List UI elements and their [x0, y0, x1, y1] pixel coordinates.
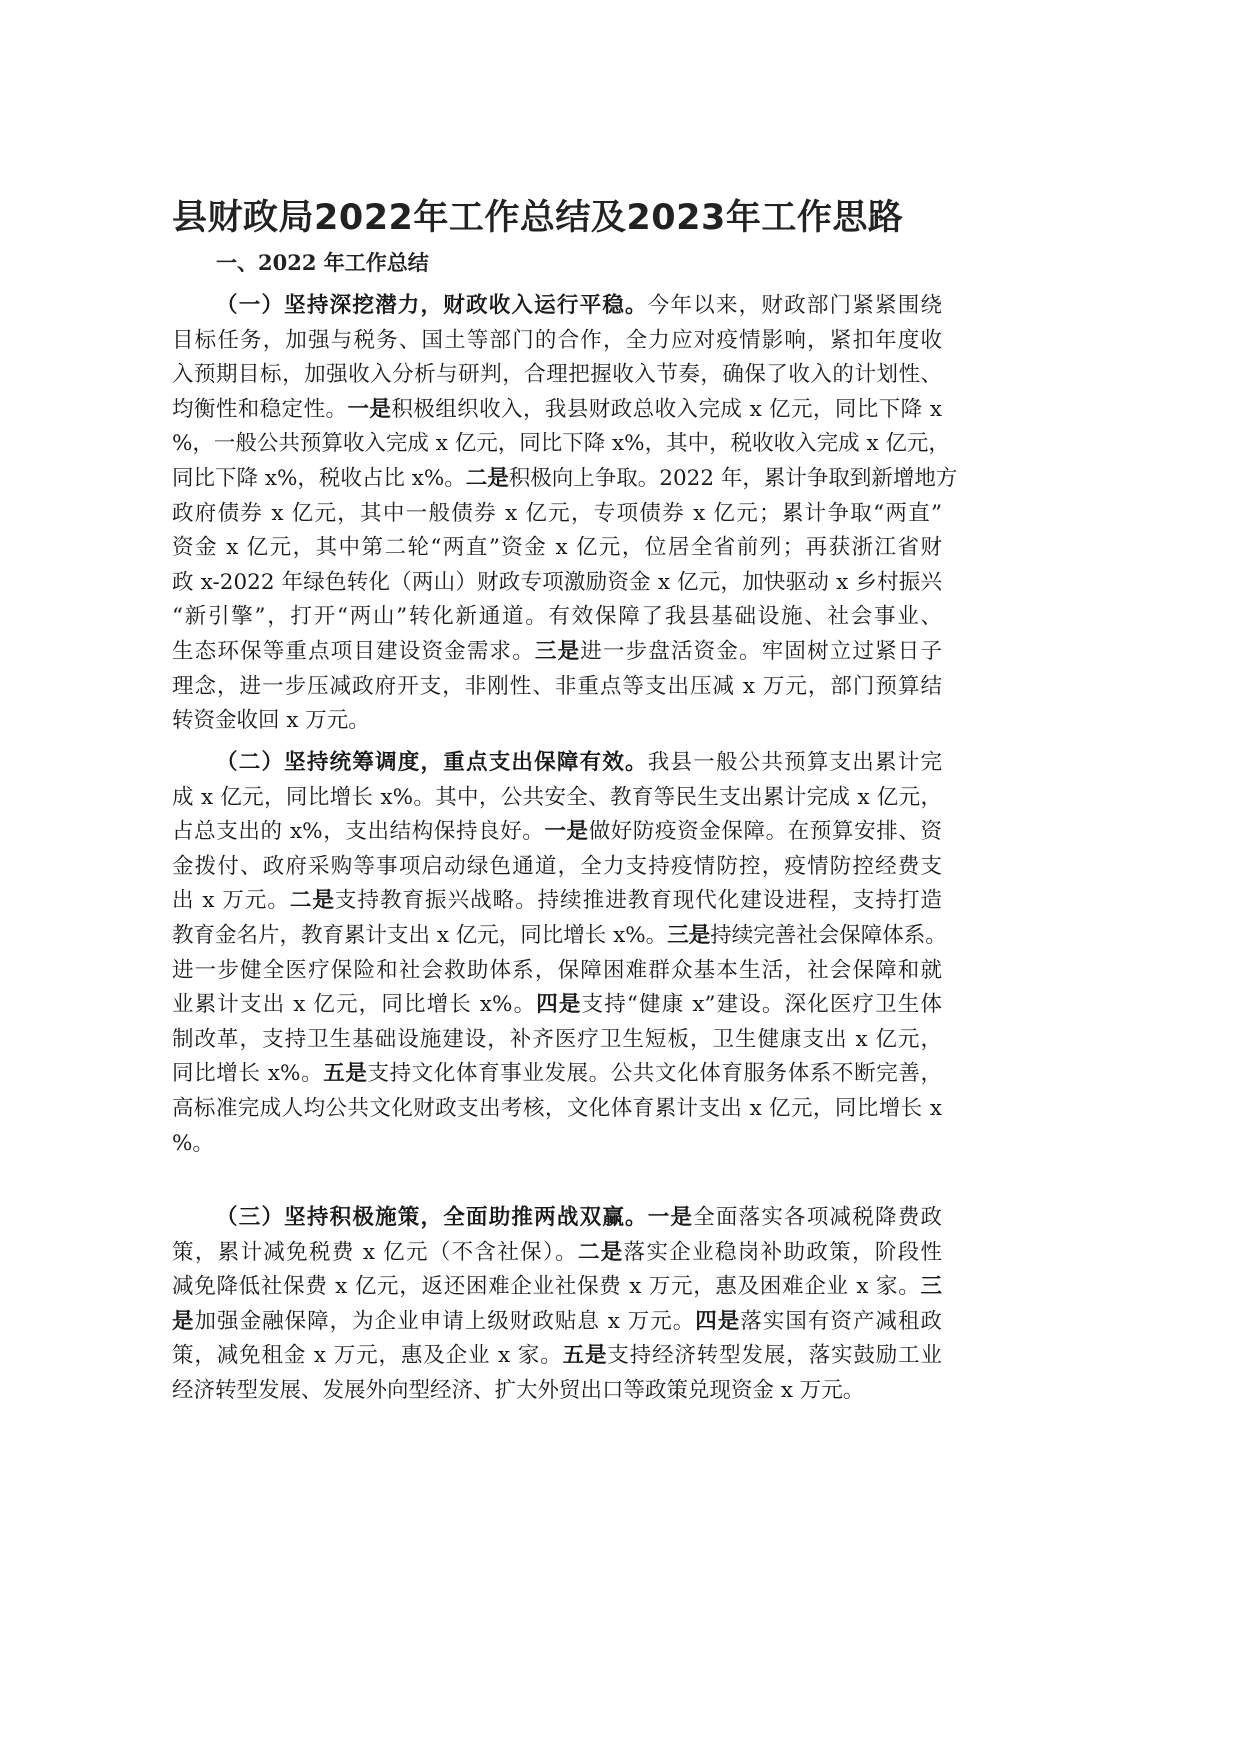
section-heading: 一、2022 年工作总结 — [216, 250, 429, 275]
body-text: 支持经济转型发展，落实鼓励工业 — [607, 1343, 942, 1369]
text-line — [172, 531, 942, 566]
bold-text: 五是 — [323, 1061, 368, 1087]
body-text: 转资金收回 x 万元。 — [172, 708, 370, 734]
paragraph-1 — [172, 289, 958, 739]
text-line — [172, 566, 942, 601]
body-text: 进一步盘活资金。牢固树立过紧日子 — [580, 638, 942, 664]
body-text: 出 x 万元。 — [172, 888, 290, 914]
text-line — [172, 781, 942, 816]
bold-text: （一）坚持深挖潜力，财政收入运行平稳。 — [216, 293, 648, 318]
body-text: 策，减免租金 x 万元，惠及企业 x 家。 — [172, 1343, 563, 1369]
text-line — [172, 1339, 942, 1374]
body-text: %，一般公共预算收入完成 x 亿元，同比下降 x%，其中，税收收入完成 x 亿元， — [172, 431, 950, 457]
body-text: 支持“健康 x”建设。深化医疗卫生体 — [581, 992, 942, 1018]
text-line — [172, 358, 942, 393]
text-line — [172, 704, 942, 739]
body-text: “新引擎”，打开“两山”转化新通道。有效保障了我县基础设施、社会事业、 — [172, 604, 942, 630]
text-line — [172, 289, 942, 324]
body-text: 教育金名片，教育累计支出 x 亿元，同比增长 x%。 — [172, 922, 668, 948]
bold-text: 一是 — [347, 396, 392, 422]
body-text: 目标任务，加强与税务、国土等部门的合作，全力应对疫情影响，紧扣年度收 — [172, 327, 942, 353]
body-text: 支持教育振兴战略。持续推进教育现代化建设进程，支持打造 — [334, 888, 942, 914]
body-text: 金拨付、政府采购等事项启动绿色通道，全力支持疫情防控，疫情防控经费支 — [172, 853, 942, 879]
bold-text: 四是 — [695, 1308, 741, 1334]
body-text: 做好防疫资金保障。在预算安排、资 — [588, 819, 942, 845]
body-text: 积极组织收入，我县财政总收入完成 x 亿元，同比下降 x — [391, 396, 942, 422]
bold-text: 三是 — [667, 922, 711, 948]
body-text: 同比下降 x%，税收占比 x%。 — [172, 465, 466, 491]
body-text: 减免降低社保费 x 亿元，返还困难企业社保费 x 万元，惠及困难企业 x 家。 — [172, 1274, 921, 1300]
body-text: 理念，进一步压减政府开支，非刚性、非重点等支出压减 x 万元，部门预算结 — [172, 673, 942, 699]
body-text: 全面落实各项减税降费政 — [693, 1205, 942, 1230]
text-line — [172, 1092, 942, 1127]
bold-text: 四是 — [536, 992, 582, 1018]
bold-text: 三是 — [534, 638, 581, 664]
body-text: 生态环保等重点项目建设资金需求。 — [172, 638, 535, 664]
text-line — [172, 1236, 942, 1271]
body-text: 占总支出的 x%，支出结构保持良好。 — [172, 819, 545, 845]
body-text: 均衡性和稳定性。 — [172, 396, 348, 422]
bold-text: 二是 — [465, 465, 509, 491]
text-line — [172, 1305, 942, 1340]
body-text: 成 x 亿元，同比增长 x%。其中，公共安全、教育等民生支出累计完成 x 亿元， — [172, 784, 942, 810]
body-text: 加强金融保障，为企业申请上级财政贴息 x 万元。 — [194, 1308, 696, 1334]
body-text: 入预期目标，加强收入分析与研判，合理把握收入节奏，确保了收入的计划性、 — [172, 362, 942, 388]
text-line — [172, 462, 958, 497]
body-text: 持续完善社会保障体系。 — [710, 922, 947, 948]
bold-text: （二）坚持统筹调度，重点支出保障有效。 — [216, 750, 648, 775]
body-text: 我县一般公共预算支出累计完 — [647, 750, 942, 775]
body-text: 今年以来，财政部门紧紧围绕 — [647, 293, 942, 318]
text-line — [172, 393, 942, 428]
body-text: 经济转型发展、发展外向型经济、扩大外贸出口等政策兑现资金 x 万元。 — [172, 1377, 865, 1403]
document-title: 县财政局2022年工作总结及2023年工作思路 — [172, 198, 904, 238]
text-line — [172, 427, 950, 462]
body-text: 策，累计减免税费 x 亿元（不含社保）。 — [172, 1239, 578, 1265]
paragraph-2 — [172, 746, 947, 1161]
bold-text: 二是 — [289, 888, 335, 914]
body-text: 业累计支出 x 亿元，同比增长 x%。 — [172, 992, 537, 1018]
body-text: 落实企业稳岗补助政策，阶段性 — [623, 1239, 942, 1265]
text-line — [172, 850, 942, 885]
body-text: 积极向上争取。2022 年，累计争取到新增地方 — [508, 465, 958, 491]
body-text: 进一步健全医疗保险和社会救助体系，保障困难群众基本生活，社会保障和就 — [172, 957, 942, 983]
text-line — [172, 954, 942, 989]
text-line — [172, 1127, 942, 1162]
text-line — [172, 919, 947, 954]
bold-text: 二是 — [577, 1239, 624, 1265]
bold-text: （三）坚持积极施策，全面助推两战双赢。一是 — [216, 1205, 694, 1230]
text-line — [172, 746, 942, 781]
body-text: 制改革，支持卫生基础设施建设，补齐医疗卫生短板，卫生健康支出 x 亿元， — [172, 1026, 942, 1052]
text-line — [172, 324, 942, 359]
bold-text: 一是 — [544, 819, 589, 845]
text-line — [172, 600, 942, 635]
body-text: 高标准完成人均公共文化财政支出考核，文化体育累计支出 x 亿元，同比增长 x — [172, 1095, 942, 1121]
body-text: 同比增长 x%。 — [172, 1061, 324, 1087]
text-line — [172, 670, 942, 705]
paragraph-3 — [172, 1201, 942, 1409]
text-line — [172, 815, 942, 850]
text-line — [172, 1374, 942, 1409]
bold-text: 是 — [172, 1308, 195, 1334]
bold-text: 三 — [920, 1274, 942, 1300]
body-text: 资金 x 亿元，其中第二轮“两直”资金 x 亿元，位居全省前列；再获浙江省财 — [172, 535, 942, 561]
body-text: %。 — [172, 1130, 214, 1156]
text-line — [172, 1023, 942, 1058]
text-line — [172, 1270, 942, 1305]
text-line — [172, 884, 942, 919]
text-line — [172, 1201, 942, 1236]
bold-text: 五是 — [562, 1343, 608, 1369]
body-text: 落实国有资产减租政 — [740, 1308, 942, 1334]
text-line — [172, 497, 942, 532]
body-text: 政 x-2022 年绿色转化（两山）财政专项激励资金 x 亿元，加快驱动 x 乡村振兴 — [172, 569, 942, 595]
text-line — [172, 988, 942, 1023]
text-line — [172, 1057, 942, 1092]
text-line — [172, 635, 942, 670]
body-text: 支持文化体育事业发展。公共文化体育服务体系不断完善， — [367, 1061, 942, 1087]
body-text: 政府债券 x 亿元，其中一般债券 x 亿元，专项债券 x 亿元；累计争取“两直” — [172, 500, 942, 526]
